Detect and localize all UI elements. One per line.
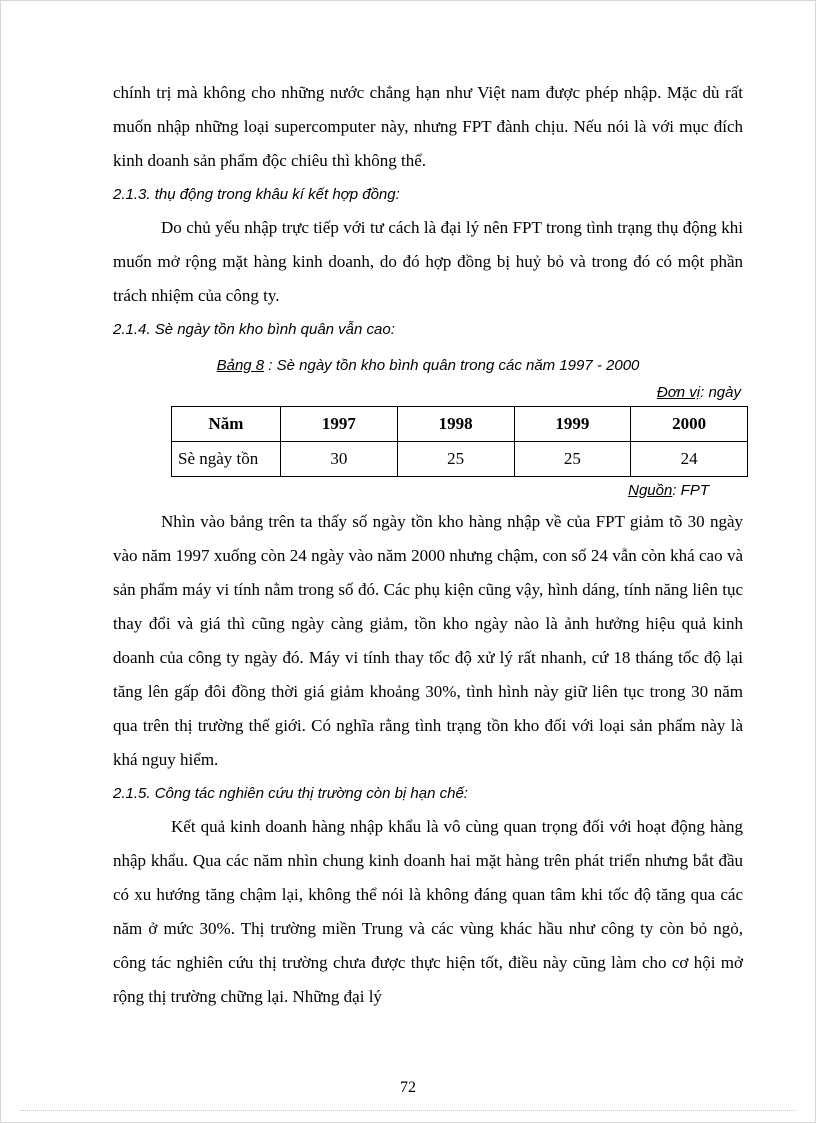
table-unit: [113, 380, 741, 406]
table-caption-label: Bảng 8: [216, 357, 265, 374]
section-heading-2-1-4: 2.1.4. Sè ngày tồn kho bình quân vẫn cao:: [113, 321, 395, 338]
paragraph-contract-passivity: Do chủ yếu nhập trực tiếp với tư cách là đại lý nên FPT trong tình trạng thụ động khi muốn mở rộng mặt hàng kinh doanh, do đó hợp đồng bị huỷ bỏ và trong đó có một phần trách nhiệm của công ty.: [113, 218, 743, 305]
paragraph-market-research: Kết quả kinh doanh hàng nhập khẩu là vô cùng quan trọng đối với hoạt động hàng nhập khẩu. Qua các năm nhìn chung kinh doanh hai mặt hàng trên phát triển nhưng bắt đầu có xu hướng tăng chậm lại, không thể nói là không đáng quan tâm khi tốc độ tăng qua các năm ở mức 30%. Thị trường miền Trung và các vùng khác hầu như công ty còn bỏ ngỏ, công tác nghiên cứu thị trường chưa được thực hiện tốt, điều này cũng làm cho cơ hội mở rộng thị trường chững lại. Những đại lý: [113, 817, 743, 1006]
table-header-cell: 1998: [397, 407, 514, 442]
section-heading-2-1-3: 2.1.3. thụ động trong khâu kí kết hợp đồng:: [113, 186, 400, 203]
table-header-row: [172, 407, 748, 442]
table-caption: [113, 352, 743, 380]
table-source: [113, 477, 709, 505]
table-cell: 25: [397, 442, 514, 477]
table-cell: 25: [514, 442, 631, 477]
paragraph-supercomputer: chính trị mà không cho những nước chẳng hạn như Việt nam được phép nhập. Mặc dù rất muốn nhập những loại supercomputer này, nhưng FPT đành chịu. Nếu nói là với mục đích kinh doanh sản phẩm độc chiêu thì không thể.: [113, 83, 743, 170]
paragraph-inventory-analysis: Nhìn vào bảng trên ta thấy số ngày tồn kho hàng nhập về của FPT giảm tõ 30 ngày vào năm 1997 xuống còn 24 ngày vào năm 2000 nhưng chậm, con số 24 vẫn còn khá cao và sản phẩm máy vi tính nằm trong số đó. Các phụ kiện cũng vậy, hình dáng, tính năng liên tục thay đổi và giá thì cũng ngày càng giảm, tồn kho ngày nào là ảnh hưởng hiệu quả kinh doanh của công ty ngày đó. Máy vi tính thay tốc độ xử lý rất nhanh, cứ 18 tháng tốc độ lại tăng lên gấp đôi đồng thời giá giảm khoảng 30%, tình hình này giữ liên tục trong 30 năm qua trên thị trường thế giới. Có nghĩa rằng tình trạng tồn kho đối với loại sản phẩm này là khá nguy hiểm.: [113, 512, 743, 769]
inventory-days-table: [171, 406, 748, 477]
table-row: [172, 442, 748, 477]
table-row-label: Sè ngày tồn: [172, 442, 281, 477]
section-heading-2-1-5: 2.1.5. Công tác nghiên cứu thị trường còn bị hạn chế:: [113, 785, 468, 802]
table-cell: 30: [281, 442, 398, 477]
table-caption-text: : Sè ngày tồn kho bình quân trong các năm 1997 - 2000: [264, 357, 640, 374]
document-body: [113, 76, 743, 1014]
table-header-cell: 1997: [281, 407, 398, 442]
table-unit-value: : ngày: [700, 384, 741, 401]
table-header-cell: Năm: [172, 407, 281, 442]
table-header-cell: 1999: [514, 407, 631, 442]
table-source-value: : FPT: [672, 482, 709, 499]
page-number: 72: [400, 1079, 416, 1096]
table-cell: 24: [631, 442, 748, 477]
page-bottom-border: [20, 1110, 796, 1111]
table-unit-label: Đơn vị: [656, 384, 701, 401]
table-source-label: Nguồn: [628, 482, 673, 499]
table-header-cell: 2000: [631, 407, 748, 442]
